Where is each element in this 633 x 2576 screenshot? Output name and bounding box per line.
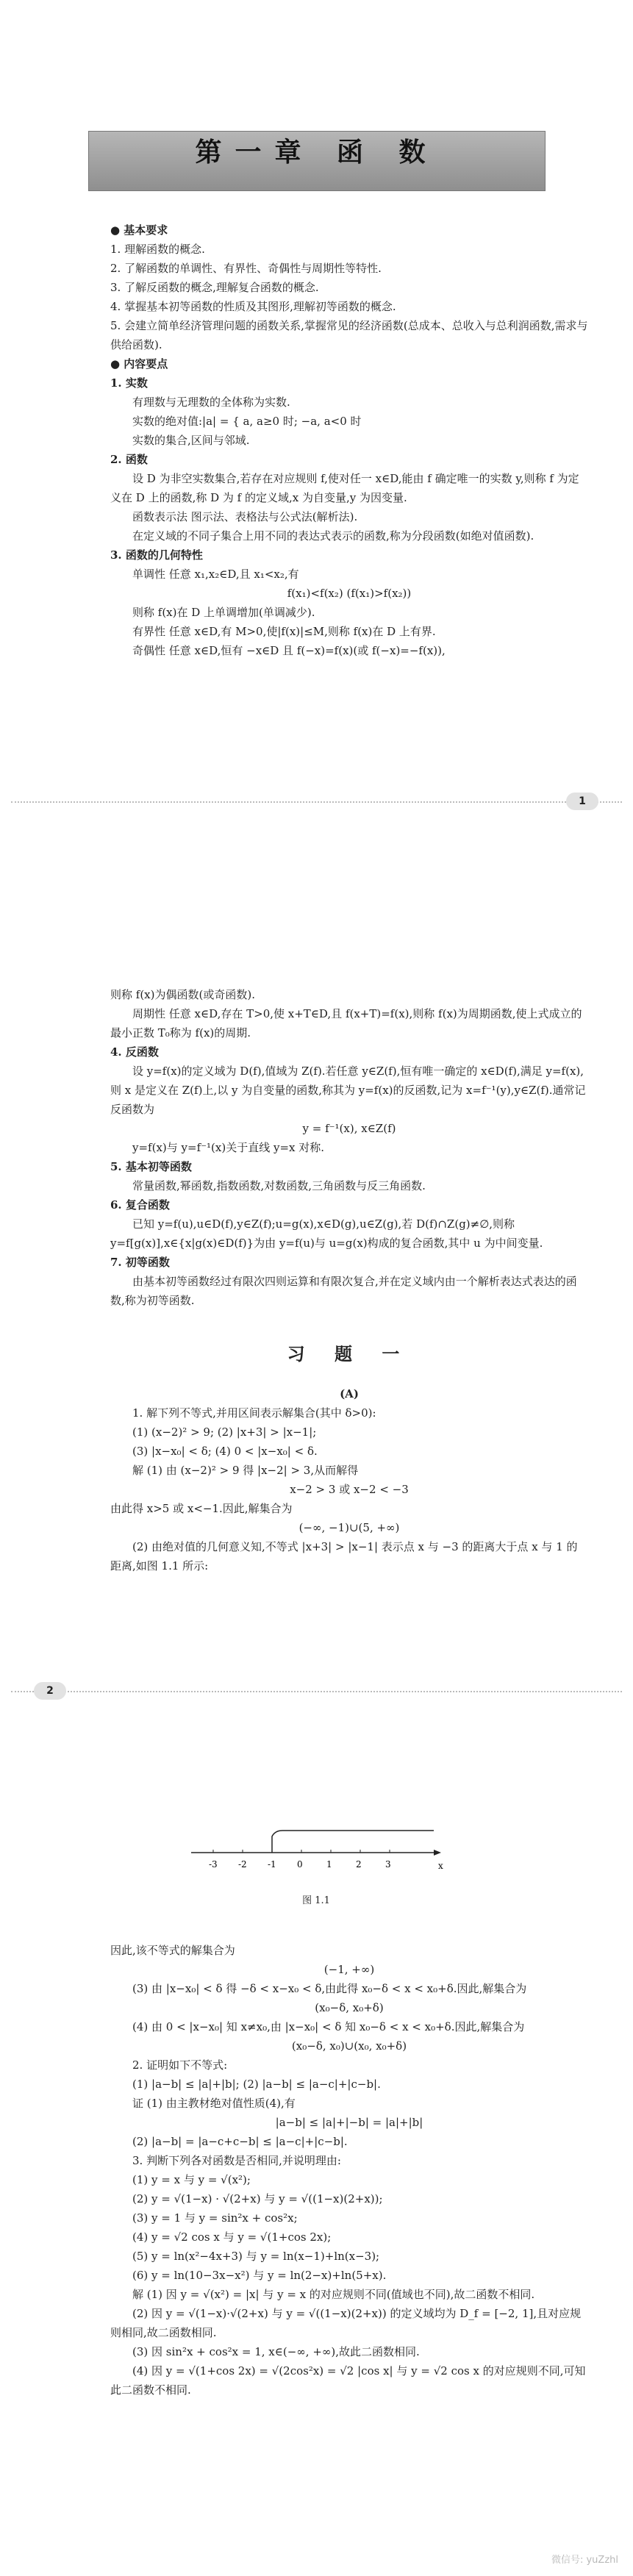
formula-line: (x₀−δ, x₀)∪(x₀, x₀+δ) [291, 2039, 407, 2053]
subsection-heading: 4. 反函数 [110, 1045, 159, 1059]
text-line: 常量函数,幂函数,指数函数,对数函数,三角函数与反三角函数. [132, 1179, 426, 1192]
formula-line: 实数的绝对值:|a| = { a, a≥0 时; −a, a<0 时 [132, 415, 362, 428]
formula-line: (−1, +∞) [323, 1963, 375, 1976]
page-2 [0, 823, 633, 1720]
section-heading: ● 内容要点 [110, 357, 168, 371]
text-line: (4) y = √2 cos x 与 y = √(1+cos 2x); [132, 2230, 332, 2244]
text-line: 设 D 为非空实数集合,若存在对应规则 f,使对任一 x∈D,能由 f 确定唯一的实数 y,则称 f 为定义在 D 上的函数,称 D 为 f 的定义域,x 为自变量,y 为因变量. [110, 472, 579, 504]
text-line: (3) 由 |x−x₀| < δ 得 −δ < x−x₀ < δ,由此得 x₀−δ < x < x₀+δ.因此,解集合为 [132, 1982, 527, 1995]
text-line: (2) y = √(1−x) · √(2+x) 与 y = √((1−x)(2+x)); [132, 2192, 383, 2205]
text-line: 解 (1) 因 y = √(x²) = |x| 与 y = x 的对应规则不同(值域也不同),故二函数不相同. [132, 2288, 535, 2301]
text-line: 设 y=f(x)的定义域为 D(f),值域为 Z(f).若任意 y∈Z(f),恒有唯一确定的 x∈D(f),满足 y=f(x),则 x 是定义在 Z(f)上,以 y 为自变量的函数,称其为 y=f(x)的反函数,记为 x=f⁻¹(y),y∈Z(f).通常记反函数为 [110, 1065, 586, 1116]
section-heading: ● 基本要求 [110, 223, 168, 237]
axis-tick-label: -3 [209, 1859, 218, 1870]
text-line: (6) y = ln(10−3x−x²) 与 y = ln(2−x)+ln(5+x). [132, 2269, 387, 2282]
text-line: 2. 了解函数的单调性、有界性、奇偶性与周期性等特性. [110, 262, 382, 275]
text-line: (1) y = x 与 y = √(x²); [132, 2173, 251, 2186]
text-line: 函数表示法 图示法、表格法与公式法(解析法). [132, 510, 358, 523]
axis-tick-label: -1 [268, 1859, 276, 1870]
text-line: 4. 掌握基本初等函数的性质及其图形,理解初等函数的概念. [110, 300, 396, 313]
text-line: 因此,该不等式的解集合为 [110, 1944, 235, 1957]
exercise-part-label: (A) [340, 1387, 359, 1400]
text-line: 1. 解下列不等式,并用区间表示解集合(其中 δ>0): [132, 1406, 376, 1420]
text-line: 2. 证明如下不等式: [132, 2058, 228, 2072]
text-line: 在定义域的不同子集合上用不同的表达式表示的函数,称为分段函数(如绝对值函数). [132, 529, 534, 543]
text-line: (4) 因 y = √(1+cos 2x) = √(2cos²x) = √2 |cos x| 与 y = √2 cos x 的对应规则不同,可知此二函数不相同. [110, 2364, 586, 2397]
text-line: 实数的集合,区间与邻域. [132, 434, 250, 447]
text-line: (3) 因 sin²x + cos²x = 1, x∈(−∞, +∞),故此二函数相同. [132, 2345, 420, 2358]
text-line: 单调性 任意 x₁,x₂∈D,且 x₁<x₂,有 [132, 568, 299, 581]
page-separator [11, 801, 622, 803]
text-line: (3) y = 1 与 y = sin²x + cos²x; [132, 2211, 298, 2225]
subsection-heading: 5. 基本初等函数 [110, 1160, 192, 1173]
exercise-title: 习 题 一 [287, 1343, 412, 1364]
axis-arrow [434, 1850, 441, 1856]
text-line: 由基本初等函数经过有限次四则运算和有限次复合,并在定义域内由一个解析表达式表达的函数,称为初等函数. [110, 1275, 577, 1307]
page-3-body [110, 1941, 588, 2400]
axis-tick-label: 3 [385, 1859, 391, 1870]
solution-bracket [272, 1831, 434, 1853]
page-separator [11, 1691, 622, 1692]
text-line: (2) 由绝对值的几何意义知,不等式 |x+3| > |x−1| 表示点 x 与 −3 的距离大于点 x 与 1 的距离,如图 1.1 所示: [110, 1540, 578, 1573]
page-2-body [110, 985, 588, 1575]
formula-line: (−∞, −1)∪(5, +∞) [298, 1521, 400, 1534]
subsection-heading: 1. 实数 [110, 376, 148, 390]
formula-line: x−2 > 3 或 x−2 < −3 [290, 1483, 409, 1496]
text-line: 有理数与无理数的全体称为实数. [132, 396, 290, 409]
text-line: (5) y = ln(x²−4x+3) 与 y = ln(x−1)+ln(x−3); [132, 2250, 380, 2263]
formula-line: f(x₁)<f(x₂) (f(x₁)>f(x₂)) [287, 587, 412, 600]
text-line: 已知 y=f(u),u∈D(f),y∈Z(f);u=g(x),x∈D(g),u∈Z(g),若 D(f)∩Z(g)≠∅,则称 y=f[g(x)],x∈{x|g(x)∈D(f)}为由 y=f(u)与 u=g(x)构成的复合函数,其中 u 为中间变量. [110, 1217, 543, 1250]
subsection-heading: 6. 复合函数 [110, 1198, 170, 1212]
formula-line: (x₀−δ, x₀+δ) [315, 2001, 384, 2014]
axis-label: x [438, 1861, 443, 1871]
text-line: 奇偶性 任意 x∈D,恒有 −x∈D 且 f(−x)=f(x)(或 f(−x)=−f(x)), [132, 644, 446, 657]
text-line: 则称 f(x)在 D 上单调增加(单调减少). [132, 606, 315, 619]
text-line: 则称 f(x)为偶函数(或奇函数). [110, 988, 255, 1001]
text-line: (2) 因 y = √(1−x)·√(2+x) 与 y = √((1−x)(2+x)) 的定义域均为 D_f = [−2, 1],且对应规则相同,故二函数相同. [110, 2307, 582, 2339]
formula-line: |a−b| ≤ |a|+|−b| = |a|+|b| [275, 2116, 423, 2129]
figure-caption: 图 1.1 [302, 1895, 330, 1906]
page-3 [0, 1720, 633, 2576]
subsection-heading: 2. 函数 [110, 453, 148, 466]
text-line: (1) (x−2)² > 9; (2) |x+3| > |x−1|; [132, 1425, 317, 1439]
page-number: 2 [34, 1682, 66, 1700]
subsection-heading: 7. 初等函数 [110, 1256, 170, 1269]
text-line: (4) 由 0 < |x−x₀| 知 x≠x₀,由 |x−x₀| < δ 知 x₀−δ < x < x₀+δ.因此,解集合为 [132, 2020, 525, 2033]
text-line: 1. 理解函数的概念. [110, 243, 205, 256]
formula-line: y = f⁻¹(x), x∈Z(f) [302, 1122, 396, 1135]
text-line: (3) |x−x₀| < δ; (4) 0 < |x−x₀| < δ. [132, 1445, 318, 1458]
page-1 [0, 0, 633, 823]
axis-tick-label: 1 [326, 1859, 332, 1870]
text-line: (1) |a−b| ≤ |a|+|b|; (2) |a−b| ≤ |a−c|+|c−b|. [132, 2078, 381, 2091]
text-line: 证 (1) 由主教材绝对值性质(4),有 [132, 2097, 296, 2110]
axis-tick-label: 0 [297, 1859, 303, 1870]
text-line: y=f(x)与 y=f⁻¹(x)关于直线 y=x 对称. [132, 1141, 325, 1154]
text-line: 有界性 任意 x∈D,有 M>0,使|f(x)|≤M,则称 f(x)在 D 上有界. [132, 625, 436, 638]
page-1-body [110, 221, 588, 660]
text-line: 5. 会建立简单经济管理问题的函数关系,掌握常见的经济函数(总成本、总收入与总利润函数,需求与供给函数). [110, 319, 588, 351]
number-line-svg [184, 1808, 448, 1889]
text-line: 由此得 x>5 或 x<−1.因此,解集合为 [110, 1502, 293, 1515]
footer-watermark: 微信号: yuZzhl [551, 2555, 618, 2566]
text-line: 解 (1) 由 (x−2)² > 9 得 |x−2| > 3,从而解得 [132, 1464, 359, 1477]
subsection-heading: 3. 函数的几何特性 [110, 548, 203, 562]
text-line: 3. 了解反函数的概念,理解复合函数的概念. [110, 281, 319, 294]
chapter-banner: 第一章 函 数 [88, 131, 546, 191]
page-number: 1 [566, 793, 598, 810]
axis-tick-label: 2 [356, 1859, 362, 1870]
text-line: 3. 判断下列各对函数是否相同,并说明理由: [132, 2154, 341, 2167]
figure-number-line [184, 1808, 448, 1911]
text-line: (2) |a−b| = |a−c+c−b| ≤ |a−c|+|c−b|. [132, 2135, 348, 2148]
axis-tick-label: -2 [238, 1859, 247, 1870]
text-line: 周期性 任意 x∈D,存在 T>0,使 x+T∈D,且 f(x+T)=f(x),则称 f(x)为周期函数,使上式成立的最小正数 T₀称为 f(x)的周期. [110, 1007, 582, 1040]
